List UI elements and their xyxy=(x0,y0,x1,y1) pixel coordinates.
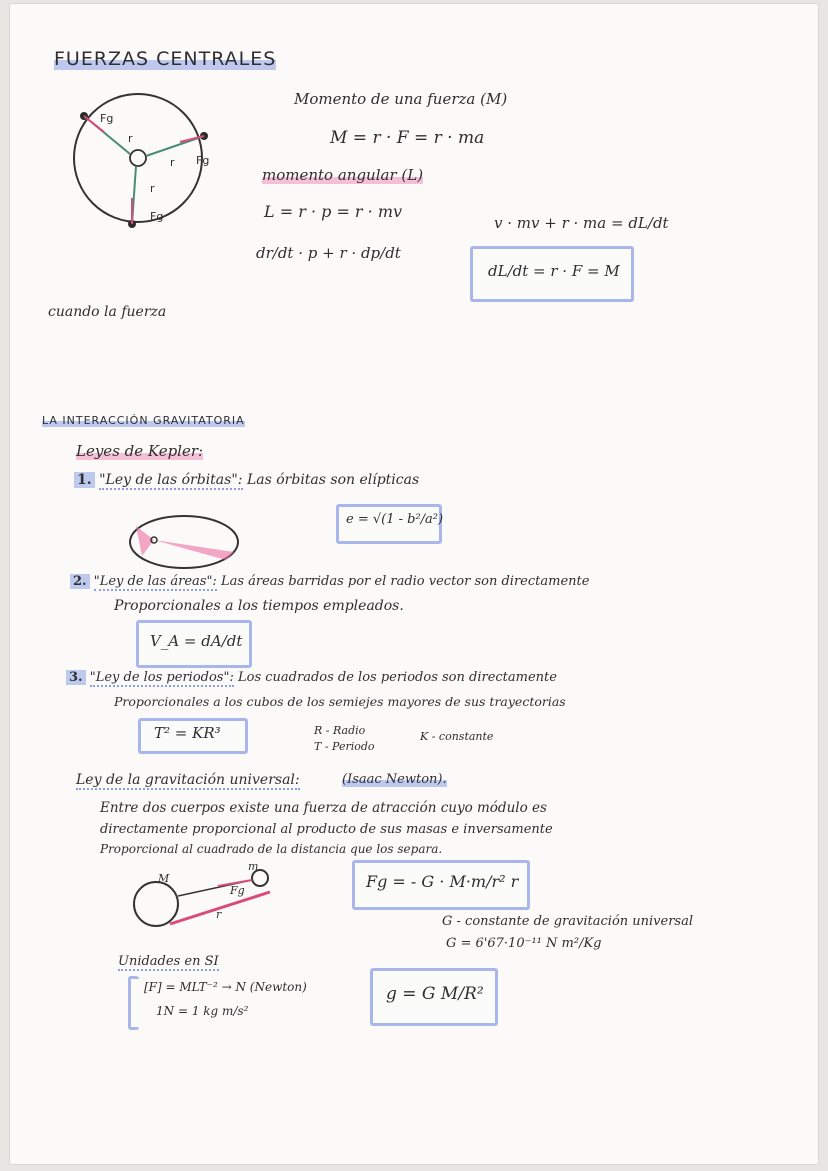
law1-name: "Ley de las órbitas": xyxy=(99,472,243,488)
momento-fuerza-formula: M = r · F = r · ma xyxy=(330,128,485,148)
diagram-label-fg-1: Fg xyxy=(100,112,114,125)
law2-text2: Proporcionales a los tiempos empleados. xyxy=(114,598,404,614)
diagram-label-fg-2: Fg xyxy=(196,154,210,167)
two-bodies-diagram xyxy=(130,862,290,932)
momento-angular-heading: momento angular (L) xyxy=(262,166,424,184)
gravitation-text3: Proporcional al cuadrado de la distancia que los separa. xyxy=(100,842,443,856)
units-line1: [F] = MLT⁻² → N (Newton) xyxy=(144,980,307,994)
law2-number: 2. xyxy=(70,574,90,589)
diagram-label-fg-3: Fg xyxy=(150,210,164,223)
law3-number: 3. xyxy=(66,670,86,685)
law3-legend-r: R - Radio xyxy=(314,724,366,737)
law1-number: 1. xyxy=(74,472,95,488)
law3-name: "Ley de los periodos": xyxy=(89,670,234,685)
section-title-gravitatoria: LA INTERACCIÓN GRAVITATORIA xyxy=(42,414,245,427)
law3-text2: Proporcionales a los cubos de los semiejes mayores de sus trayectorias xyxy=(114,694,566,709)
cuando-text: cuando la fuerza xyxy=(48,304,167,320)
law2-formula: V_A = dA/dt xyxy=(150,632,243,650)
gravitation-heading: Ley de la gravitación universal: xyxy=(76,772,300,788)
law1-text: Las órbitas son elípticas xyxy=(246,472,420,488)
momento-angular-formula: L = r · p = r · mv xyxy=(264,202,403,221)
units-heading: Unidades en SI xyxy=(118,954,219,969)
law3-text1: Los cuadrados de los periodos son directamente xyxy=(237,670,557,685)
gravitation-author: (Isaac Newton). xyxy=(342,772,447,787)
law2-name: "Ley de las áreas": xyxy=(93,574,217,589)
law1-formula: e = √(1 - b²/a²) xyxy=(346,512,444,527)
page-title: FUERZAS CENTRALES xyxy=(54,48,277,70)
law3-legend-k: K - constante xyxy=(420,730,494,743)
diagram-label-r-1: r xyxy=(128,132,133,145)
momento-fuerza-heading: Momento de una fuerza (M) xyxy=(294,90,508,108)
derivative-line-2: v · mv + r · ma = dL/dt xyxy=(494,214,669,232)
notebook-page xyxy=(10,4,818,1164)
diagram-label-r-2: r xyxy=(170,156,175,169)
law3-formula: T² = KR³ xyxy=(154,724,221,742)
diagram-label-M: M xyxy=(158,872,170,885)
diagram-label-r: r xyxy=(216,908,222,921)
units-line2: 1N = 1 kg m/s² xyxy=(156,1004,249,1018)
law1-line xyxy=(74,472,419,488)
ellipse-orbit-icon xyxy=(128,512,248,572)
law2-text1: Las áreas barridas por el radio vector son directamente xyxy=(220,574,590,589)
units-bracket xyxy=(128,976,139,1030)
law3-legend-t: T - Periodo xyxy=(314,740,375,753)
boxed-result-text: dL/dt = r · F = M xyxy=(488,262,620,280)
diagram-label-r-3: r xyxy=(150,182,155,195)
g-constant-value: G = 6'67·10⁻¹¹ N m²/Kg xyxy=(446,936,602,951)
newton-formula: Fg = - G · M·m/r² r xyxy=(366,872,519,891)
derivative-line-1: dr/dt · p + r · dp/dt xyxy=(256,244,401,262)
diagram-label-Fg: Fg xyxy=(230,884,245,897)
law3-line1 xyxy=(66,670,557,685)
g-constant-label: G - constante de gravitación universal xyxy=(442,914,694,929)
law2-line1 xyxy=(70,574,589,589)
gravitation-text2: directamente proporcional al producto de sus masas e inversamente xyxy=(100,822,553,837)
gravitation-text1: Entre dos cuerpos existe una fuerza de atracción cuyo módulo es xyxy=(100,800,547,816)
kepler-heading: Leyes de Kepler: xyxy=(76,442,204,460)
g-formula: g = G M/R² xyxy=(386,984,484,1004)
diagram-label-m: m xyxy=(248,860,259,873)
